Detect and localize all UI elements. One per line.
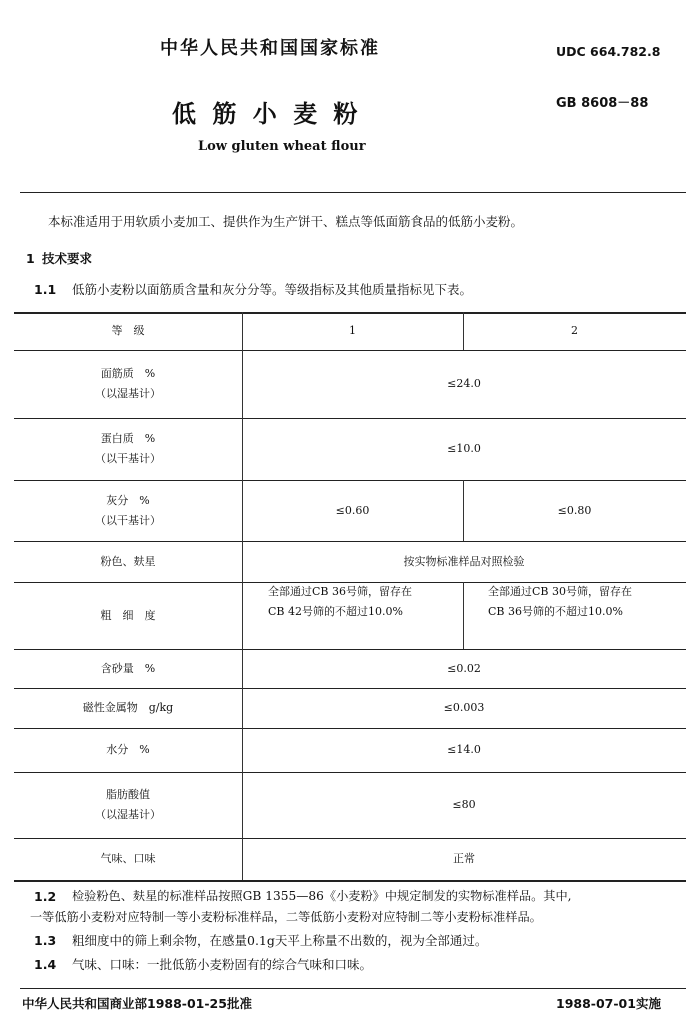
row-ash-grade-1: ≤0.60: [335, 503, 370, 517]
clause-1-2-line-2: 一等低筋小麦粉对应特制一等小麦粉标准样品，二等低筋小麦粉对应特制二等小麦粉标准样品。: [30, 910, 542, 924]
row-ash-grade-2: ≤0.80: [557, 503, 592, 517]
row-color-label: 粉色、麸星: [100, 554, 156, 568]
approval-date: 中华人民共和国商业部1988-01-25批准: [22, 996, 252, 1011]
clause-1-3-text: 粗细度中的筛上剩余物，在感量0.1g天平上称量不出数的，视为全部通过。: [72, 933, 488, 948]
table-header-grade-2: 2: [571, 324, 578, 337]
row-moisture-value: ≤14.0: [447, 743, 481, 756]
row-protein-value: ≤10.0: [447, 442, 481, 455]
english-title: Low gluten wheat flour: [198, 139, 366, 154]
row-protein-label: 蛋白质 % （以干基计）: [95, 432, 161, 465]
clause-1-4-number: 1.4: [34, 957, 57, 972]
clause-1-1-number: 1.1: [34, 282, 57, 297]
footer-divider: [20, 988, 686, 989]
clause-1-4-text: 气味、口味：一批低筋小麦粉固有的综合气味和口味。: [72, 957, 373, 972]
row-fat-acid-label: 脂肪酸值 （以湿基计）: [95, 788, 161, 821]
row-ash-label: 灰分 % （以干基计）: [95, 493, 161, 527]
row-fineness-label: 粗 细 度: [100, 608, 156, 622]
implementation-date: 1988-07-01实施: [556, 996, 661, 1011]
row-magnetic-label: 磁性金属物 g/kg: [82, 701, 174, 714]
clause-1-3-number: 1.3: [34, 933, 57, 948]
row-odor-label: 气味、口味: [100, 852, 156, 865]
row-sand-value: ≤0.02: [447, 661, 481, 675]
row-color-value: 按实物标准样品对照检验: [403, 554, 525, 568]
scope-paragraph: 本标准适用于用软质小麦加工、提供作为生产饼干、糕点等低面筋食品的低筋小麦粉。: [48, 214, 524, 229]
row-moisture-label: 水分 %: [106, 743, 150, 756]
row-magnetic-value: ≤0.003: [443, 701, 485, 714]
row-fineness-grade-2: 全部通过CB 30号筛，留存在 CB 36号筛的不超过10.0%: [488, 585, 632, 618]
row-gluten-label: 面筋质 % （以湿基计）: [95, 367, 161, 400]
table-header-grade-1: 1: [349, 324, 356, 337]
quality-table: [14, 312, 686, 880]
section-1-title: 技术要求: [42, 251, 93, 266]
row-gluten-value: ≤24.0: [447, 377, 481, 390]
table-header-grade: 等 级: [111, 324, 145, 337]
header-divider: [20, 192, 686, 193]
section-1-number: 1: [26, 251, 35, 266]
row-odor-value: 正常: [453, 852, 475, 865]
clause-1-2-line-1: 检验粉色、麸星的标准样品按照GB 1355—86《小麦粉》中规定制发的实物标准样品。其中,: [72, 889, 572, 903]
document-title: 低 筋 小 麦 粉: [172, 100, 362, 128]
udc-number: UDC 664.782.8: [556, 44, 661, 59]
clause-1-1-text: 低筋小麦粉以面筋质含量和灰分分等。等级指标及其他质量指标见下表。: [72, 282, 473, 297]
gb-number: GB 8608－88: [556, 96, 649, 111]
row-sand-label: 含砂量 %: [100, 661, 156, 675]
row-fat-acid-value: ≤80: [452, 798, 476, 811]
national-standard-title: 中华人民共和国国家标准: [160, 38, 380, 59]
row-fineness-grade-1: 全部通过CB 36号筛，留存在 CB 42号筛的不超过10.0%: [268, 585, 412, 618]
clause-1-2-number: 1.2: [34, 889, 57, 904]
